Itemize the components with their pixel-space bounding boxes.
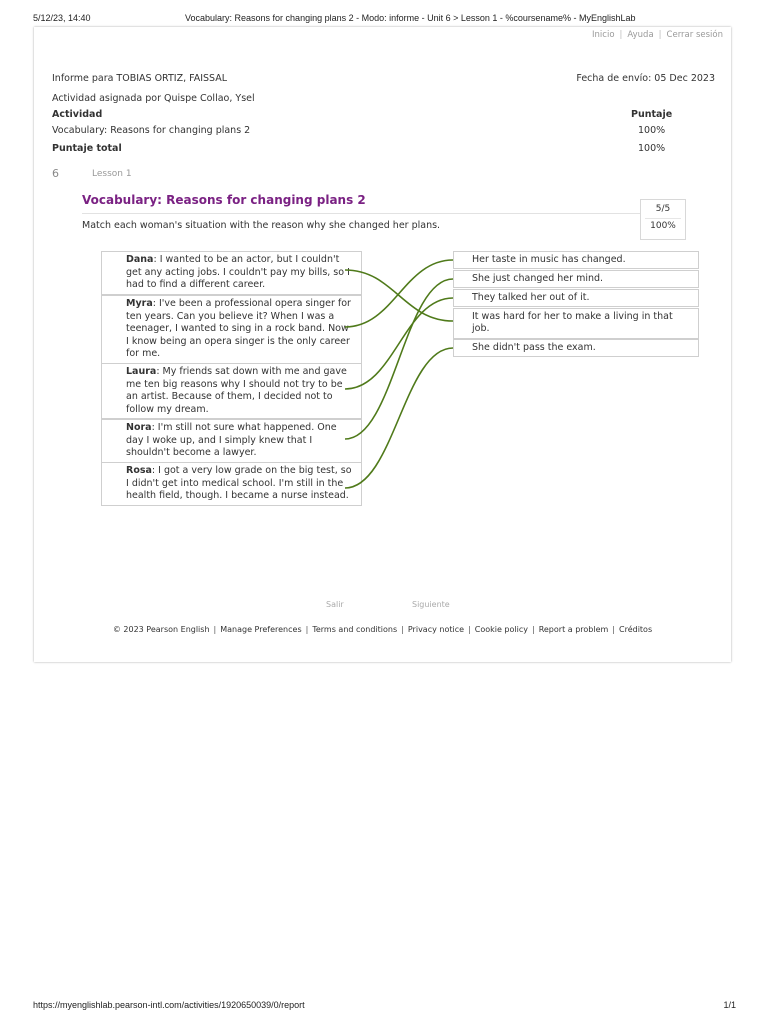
privacy-link[interactable]: Privacy notice [407, 625, 465, 634]
situation-text: : I'm still not sure what happened. One day I woke up, and I simply knew that I shouldn't become a lawyer. [126, 422, 337, 459]
print-title: Vocabulary: Reasons for changing plans 2 - Modo: informe - Unit 6 > Lesson 1 - %coursename% - MyEnglishLab [185, 13, 636, 23]
situation-name: Nora [126, 422, 152, 433]
manage-preferences-link[interactable]: Manage Preferences [220, 625, 302, 634]
copyright: © 2023 Pearson English [112, 625, 210, 634]
score-column-header: Puntaje [631, 109, 673, 120]
cookie-policy-link[interactable]: Cookie policy [474, 625, 528, 634]
activity-score: 100% [638, 125, 666, 136]
separator: | [468, 625, 471, 634]
situation-name: Laura [126, 366, 157, 377]
reason-item-music-taste[interactable]: Her taste in music has changed. [453, 251, 699, 269]
situation-text: : I've been a professional opera singer for ten years. Can you believe it? When I was a teenager, I wanted to sing in a rock band. Now I know being an opera singer is the only career for me. [126, 298, 351, 360]
match-line-myra [345, 260, 453, 327]
total-score: 100% [638, 143, 666, 154]
reason-item-making-living[interactable]: It was hard for her to make a living in that job. [453, 308, 699, 339]
exit-button[interactable]: Salir [326, 600, 344, 609]
score-fraction: 5/5 [655, 204, 671, 214]
separator: | [658, 30, 662, 40]
credits-link[interactable]: Créditos [619, 625, 653, 634]
report-problem-link[interactable]: Report a problem [538, 625, 609, 634]
report-for: Informe para TOBIAS ORTIZ, FAISSAL [52, 73, 228, 84]
report-panel [34, 27, 731, 662]
situation-text: : My friends sat down with me and gave me ten big reasons why I should not try to be an artist. Because of them, I decided not to follow my dream. [126, 366, 347, 415]
reason-item-changed-mind[interactable]: She just changed her mind. [453, 270, 699, 288]
match-line-nora [345, 279, 453, 439]
situation-text: : I got a very low grade on the big test, so I didn't get into medical school. I'm still in the health field, though. I became a nurse instead. [126, 465, 352, 502]
print-date: 5/12/23, 14:40 [33, 13, 91, 23]
assigned-by: Actividad asignada por Quispe Collao, Ysel [52, 93, 255, 104]
situation-name: Myra [126, 298, 153, 309]
separator: | [619, 30, 623, 40]
activity-title: Vocabulary: Reasons for changing plans 2 [82, 193, 366, 207]
next-button[interactable]: Siguiente [412, 600, 450, 609]
help-link[interactable]: Ayuda [627, 30, 654, 40]
activity-column-header: Actividad [52, 109, 103, 120]
activity-name: Vocabulary: Reasons for changing plans 2 [52, 125, 251, 136]
match-line-dana [345, 270, 453, 321]
situation-name: Rosa [126, 465, 152, 476]
instruction: Match each woman's situation with the reason why she changed her plans. [82, 220, 441, 231]
home-link[interactable]: Inicio [592, 30, 615, 40]
logout-link[interactable]: Cerrar sesión [666, 30, 723, 40]
lesson-label: Lesson 1 [92, 169, 132, 179]
separator: | [213, 625, 217, 634]
separator: | [305, 625, 309, 634]
match-line-laura [345, 298, 453, 389]
separator: | [401, 625, 404, 634]
situation-text: : I wanted to be an actor, but I couldn't get any acting jobs. I couldn't pay my bills, so I had to find a different career. [126, 254, 350, 291]
unit-number: 6 [52, 167, 59, 180]
page-footer [34, 625, 731, 634]
reason-item-talked-out[interactable]: They talked her out of it. [453, 289, 699, 307]
match-line-rosa [345, 348, 453, 488]
submission-date: Fecha de envío: 05 Dec 2023 [576, 73, 715, 84]
separator: | [531, 625, 535, 634]
match-lines [34, 27, 731, 662]
separator: | [612, 625, 615, 634]
score-percent: 100% [650, 221, 676, 231]
terms-link[interactable]: Terms and conditions [312, 625, 398, 634]
situation-name: Dana [126, 254, 154, 265]
print-page-count: 1/1 [723, 1000, 736, 1010]
print-url: https://myenglishlab.pearson-intl.com/activities/1920650039/0/report [33, 1000, 305, 1010]
total-score-label: Puntaje total [52, 143, 122, 154]
reason-item-failed-exam[interactable]: She didn't pass the exam. [453, 339, 699, 357]
